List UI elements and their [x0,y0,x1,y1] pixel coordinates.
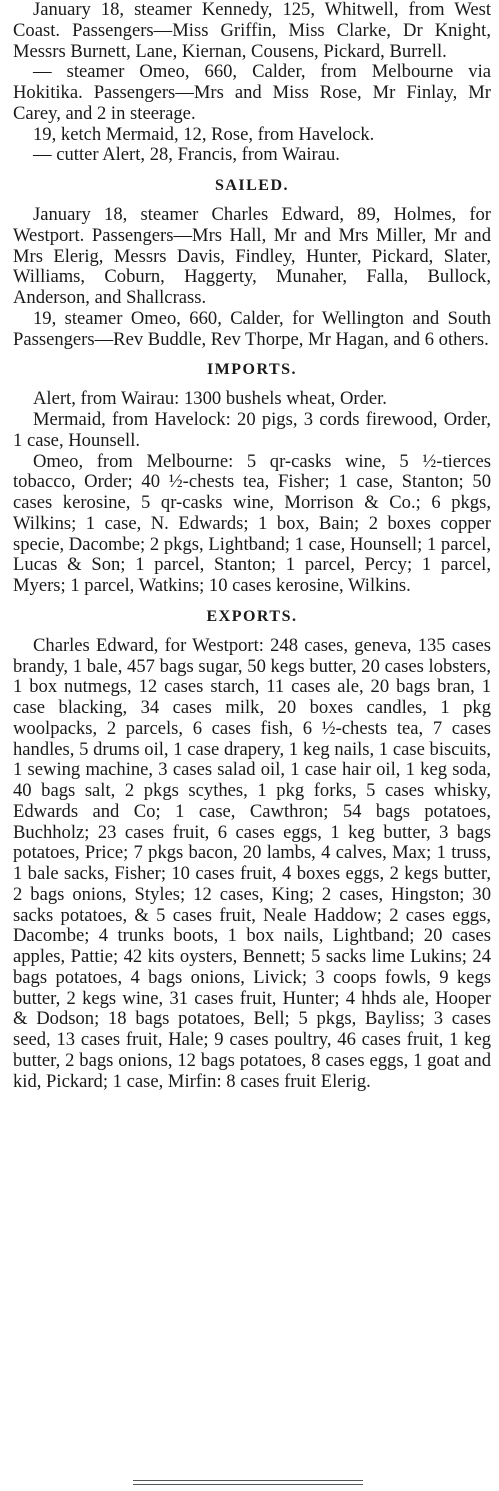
closing-rule [133,1480,363,1481]
imports-entry: Omeo, from Melbourne: 5 qr-casks wine, 5 ½-tierces tobacco, Order; 40 ½-chests tea, Fisher; 1 case, Stanton; 50 cases kerosine, 5 qr-casks wine, Morrison & Co.; 6 pkgs, Wilkins; 1 case, N. Edwards; 1 box, Bain; 2 boxes copper specie, Dacombe; 2 pkgs, Lightband; 1 case, Hounsell; 1 parcel, Lucas & Son; 1 parcel, Stanton; 1 parcel, Percy; 1 parcel, Myers; 1 parcel, Watkins; 10 cases kerosine, Wilkins. [13,450,491,596]
arrival-entry: — cutter Alert, 28, Francis, from Wairau. [33,144,340,166]
arrival-entry: — steamer Omeo, 660, Calder, from Melbourne via Hokitika. Passengers—Mrs and Miss Rose, Mr Finlay, Mr Carey, and 2 in steerage. [13,61,491,124]
imports-entry: Mermaid, from Havelock: 20 pigs, 3 cords firewood, Order, 1 case, Hounsell. [13,409,491,451]
sailed-entry: January 18, steamer Charles Edward, 89, Holmes, for Westport. Passengers—Mrs Hall, Mr and Mrs Miller, Mr and Mrs Elerig, Messrs Davis, Findley, Hunter, Pickard, Slater, Williams, Coburn, Haggerty, Munaher, Falla, Bullock, Anderson, and Shallcrass. [13,204,491,308]
sailed-heading: SAILED. [214,177,290,194]
arrival-entry: 19, ketch Mermaid, 12, Rose, from Havelock. [33,123,375,145]
sailed-entry: 19, steamer Omeo, 660, Calder, for Wellington and South Passengers—Rev Buddle, Rev Thorpe, Mr Hagan, and 6 others. [13,307,491,350]
closing-rule [133,1484,363,1485]
arrival-entry: January 18, steamer Kennedy, 125, Whitwell, from West Coast. Passengers—Miss Griffin, Miss Clarke, Dr Knight, Messrs Burnett, Lane, Kiernan, Cousens, Pickard, Burrell. [13,0,491,62]
exports-entry: Charles Edward, for Westport: 248 cases, geneva, 135 cases brandy, 1 bale, 457 bags sugar, 50 kegs butter, 20 cases lobsters, 1 box nutmegs, 12 cases starch, 11 cases ale, 20 bags bran, 1 case blacking, 34 cases milk, 20 boxes candles, 1 pkg woolpacks, 2 parcels, 6 cases fish, 6 ½-chests tea, 7 cases handles, 5 drums oil, 1 case drapery, 1 keg nails, 1 case biscuits, 1 sewing machine, 3 cases salad oil, 1 case hair oil, 1 keg soda, 40 bags salt, 2 pkgs scythes, 1 pkg forks, 5 cases whisky, Edwards and Co; 1 case, Cawthron; 54 bags potatoes, Buchholz; 23 cases fruit, 6 cases eggs, 1 keg butter, 3 bags potatoes, Price; 7 pkgs bacon, 20 lambs, 4 calves, Max; 1 truss, 1 bale sacks, Fisher; 10 cases fruit, 4 boxes eggs, 2 kegs butter, 2 bags onions, Styles; 12 cases, King; 2 cases, Hingston; 30 sacks potatoes, & 5 cases fruit, Neale Haddow; 2 cases eggs, Dacombe; 4 trunks boots, 1 box nails, Lightband; 20 cases apples, Pattie; 42 kits oysters, Bennett; 5 sacks lime Lukins; 24 bags potatoes, 4 bags onions, Livick; 3 coops fowls, 9 kegs butter, 2 kegs wine, 31 cases fruit, Hunter; 4 hhds ale, Hooper & Dodson; 18 bags potatoes, Bell; 5 pkgs, Bayliss; 3 cases seed, 13 cases fruit, Hale; 9 cases poultry, 46 cases fruit, 1 keg butter, 2 bags onions, 12 bags potatoes, 8 cases eggs, 1 goat and kid, Pickard; 1 case, Mirfin: 8 cases fruit Elerig. [13,634,491,1092]
exports-heading: EXPORTS. [206,607,298,625]
imports-heading: IMPORTS. [206,361,298,379]
imports-entry: Alert, from Wairau: 1300 bushels wheat, Order. [33,388,387,410]
